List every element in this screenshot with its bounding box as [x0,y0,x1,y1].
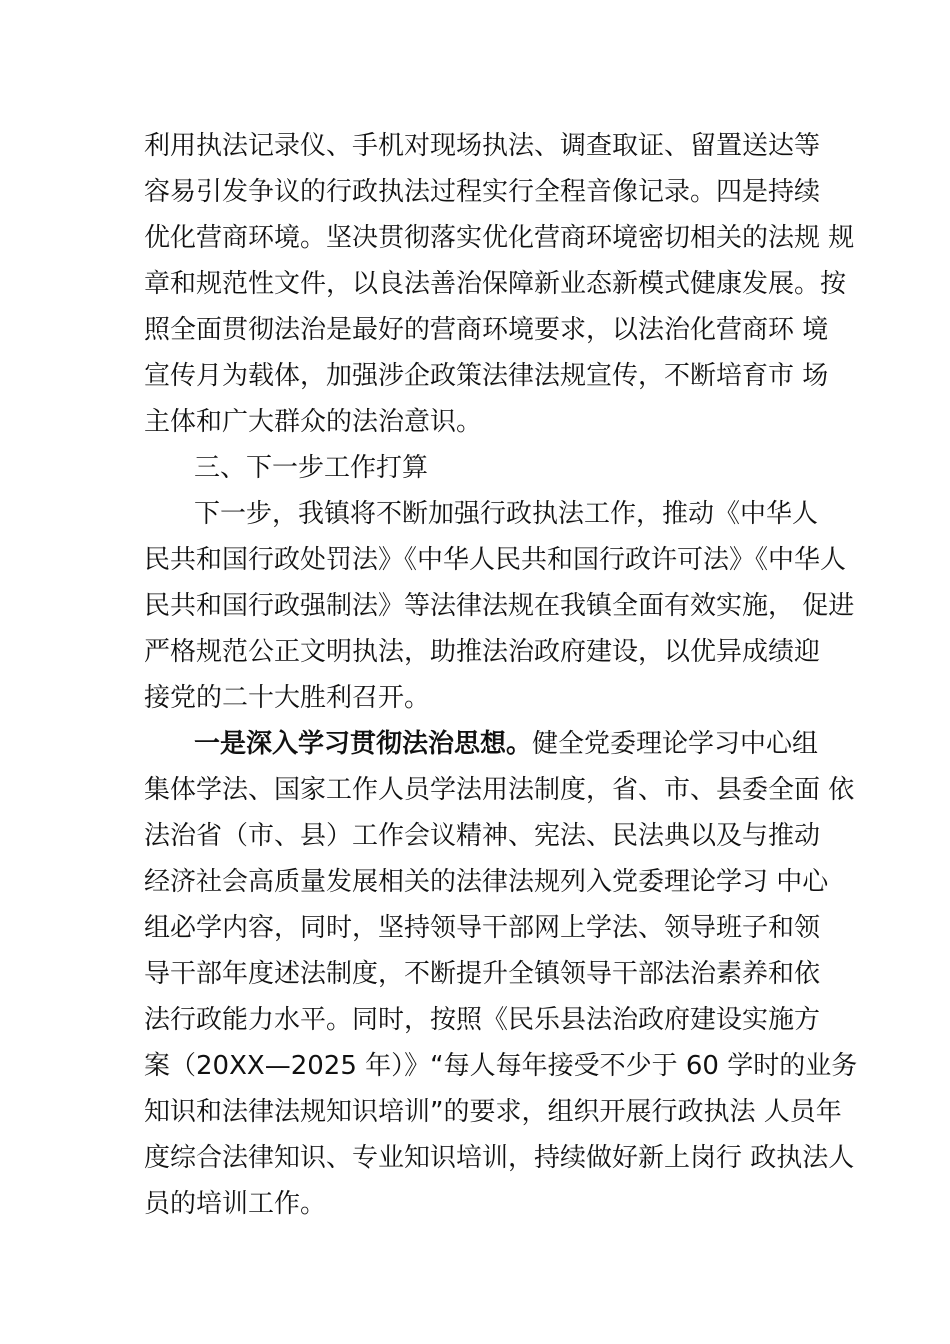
text-line: 案（20XX—2025 年）》“每人每年接受不少于 60 学时的业务 [144,1051,858,1081]
text-line: 章和规范性文件，以良法善治保障新业态新模式健康发展。按 [144,269,847,299]
text-line: 集体学法、国家工作人员学法用法制度，省、市、县委全面 依 [144,775,855,805]
text-line: 照全面贯彻法治是最好的营商环境要求，以法治化营商环 境 [144,315,829,345]
text-line: 法治省（市、县）工作会议精神、宪法、民法典以及与推动 [144,821,821,851]
section-heading: 三、下一步工作打算 [194,453,429,483]
bold-lead: 一是深入学习贯彻法治思想。 [194,729,533,759]
text-line: 法行政能力水平。同时，按照《民乐县法治政府建设实施方 [144,1005,821,1035]
text-line: 知识和法律法规知识培训”的要求，组织开展行政执法 人员年 [144,1097,842,1127]
text-line: 民共和国行政处罚法》《中华人民共和国行政许可法》《中华人 [144,545,847,575]
text-line: 度综合法律知识、专业知识培训，持续做好新上岗行 政执法人 [144,1143,855,1173]
text-line: 严格规范公正文明执法，助推法治政府建设，以优异成绩迎 [144,637,821,667]
text-span: 健全党委理论学习中心组 [532,729,819,759]
text-line: 利用执法记录仪、手机对现场执法、调查取证、留置送达等 [144,131,821,161]
text-line: 员的培训工作。 [144,1189,327,1219]
text-line: 宣传月为载体，加强涉企政策法律法规宣传，不断培育市 场 [144,361,829,391]
text-line: 导干部年度述法制度，不断提升全镇领导干部法治素养和依 [144,959,821,989]
text-line: 主体和广大群众的法治意识。 [144,407,483,437]
text-line: 容易引发争议的行政执法过程实行全程音像记录。四是持续 [144,177,821,207]
text-line: 下一步，我镇将不断加强行政执法工作，推动《中华人 [194,499,819,529]
text-line: 接党的二十大胜利召开。 [144,683,431,713]
text-line: 民共和国行政强制法》等法律法规在我镇全面有效实施， 促进 [144,591,855,621]
text-line: 组必学内容，同时，坚持领导干部网上学法、领导班子和领 [144,913,821,943]
paragraph-lead-line [144,721,844,767]
document-body [144,123,858,1227]
text-line: 经济社会高质量发展相关的法律法规列入党委理论学习 中心 [144,867,829,897]
text-line: 优化营商环境。坚决贯彻落实优化营商环境密切相关的法规 规 [144,223,855,253]
